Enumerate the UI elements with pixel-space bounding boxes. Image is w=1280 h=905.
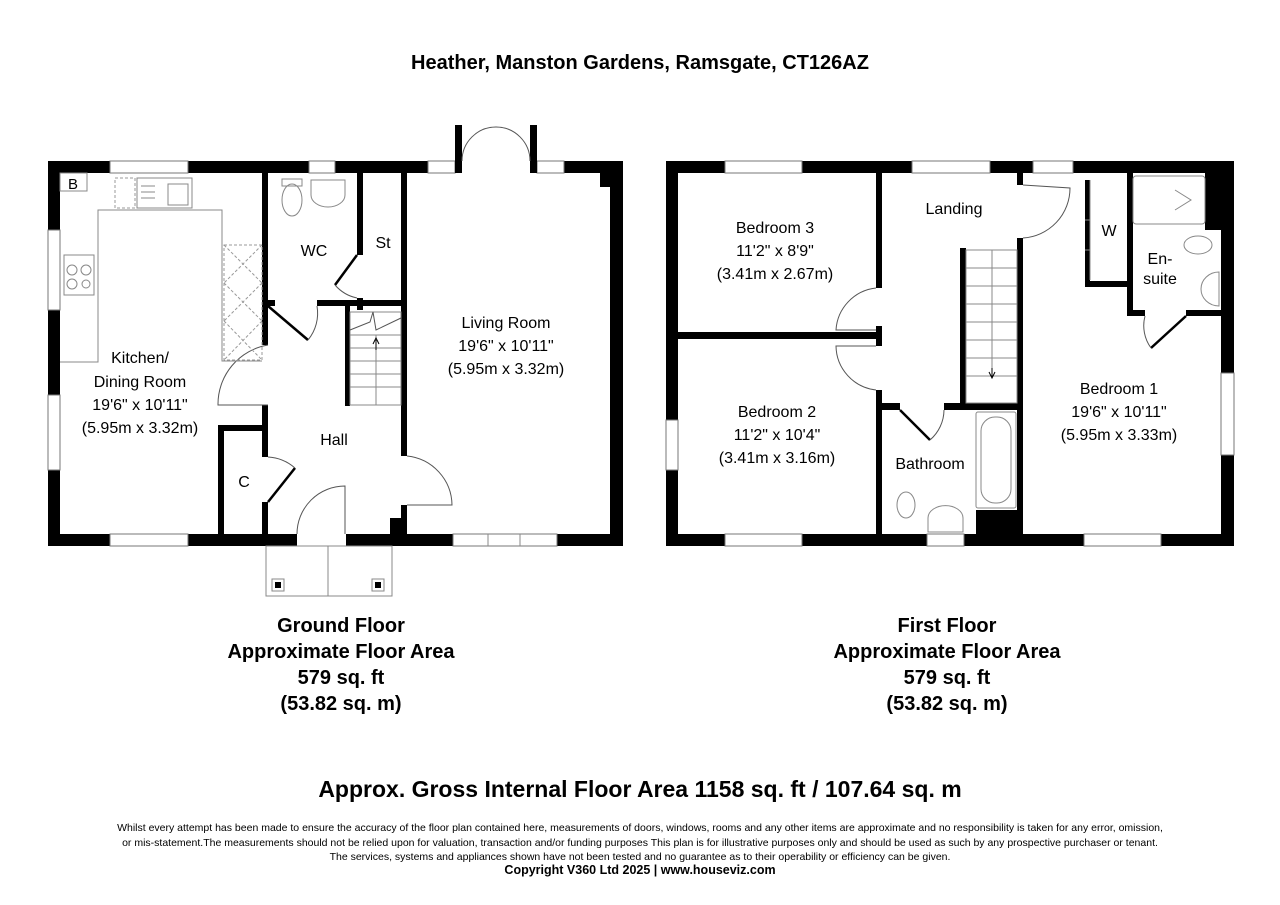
- floor-area-label: Approximate Floor Area: [833, 641, 1061, 663]
- cupboard-wall: [218, 425, 268, 431]
- wall-jamb: [455, 125, 462, 173]
- living-dimensions-metric: (5.95m x 3.32m): [447, 361, 565, 378]
- kitchen-dimensions-metric: (5.95m x 3.32m): [81, 420, 199, 437]
- copyright: Copyright V360 Ltd 2025 | www.houseviz.com: [504, 863, 776, 877]
- window: [309, 161, 335, 173]
- bathroom-door-leaf: [900, 410, 930, 440]
- store-label: St: [375, 235, 391, 252]
- toilet-icon: [282, 184, 302, 216]
- outer-wall-left: [666, 161, 678, 546]
- sink-icon: [137, 178, 192, 208]
- window: [453, 534, 557, 546]
- bathroom-label: Bathroom: [895, 456, 965, 473]
- staircase: [966, 250, 1017, 403]
- bathroom-boxing: [976, 510, 1017, 534]
- hob-icon: [64, 255, 94, 295]
- bathroom-wall: [944, 403, 1023, 410]
- ensuite-label: suite: [1143, 271, 1177, 288]
- basin-icon: [311, 180, 345, 207]
- basin-icon: [928, 506, 963, 532]
- floor-area-sqft: 579 sq. ft: [903, 667, 991, 689]
- bedroom1-door: [1023, 185, 1070, 238]
- bedroom2-dimensions-metric: (3.41m x 3.16m): [718, 450, 836, 467]
- bathroom-wall: [882, 403, 900, 410]
- kitchen-wc-wall: [262, 173, 268, 345]
- disclaimer-line: The services, systems and appliances shown have not been tested and no guarantee as to their operability or efficiency can be given.: [329, 851, 951, 863]
- kitchen-dimensions-imperial: 19'6" x 10'11": [92, 397, 188, 414]
- bedroom3-dimensions-metric: (3.41m x 2.67m): [716, 266, 834, 283]
- living-label: Living Room: [461, 315, 551, 332]
- toilet-icon: [897, 492, 915, 518]
- cupboard-label: C: [238, 474, 250, 491]
- front-door-opening: [297, 534, 346, 546]
- wardrobe-wall: [1085, 281, 1131, 287]
- bedroom1-wall: [1017, 238, 1023, 534]
- kitchen-units: [60, 178, 262, 362]
- wardrobe-label: W: [1101, 223, 1117, 240]
- stair-wall: [960, 248, 966, 403]
- window: [537, 161, 564, 173]
- bedroom2-label: Bedroom 2: [737, 404, 817, 421]
- outer-wall-left: [48, 161, 60, 546]
- kitchen-door: [218, 345, 268, 405]
- bedroom-divider: [678, 332, 882, 339]
- living-wall: [390, 518, 401, 534]
- window: [110, 161, 188, 173]
- hall-label: Hall: [320, 432, 348, 449]
- floor-area-sqm: (53.82 sq. m): [886, 693, 1008, 715]
- toilet-icon: [1184, 236, 1212, 254]
- staircase: [350, 312, 401, 405]
- ensuite-wall-block: [1205, 173, 1221, 230]
- bedroom1-dimensions-imperial: 19'6" x 10'11": [1071, 404, 1167, 421]
- ensuite-wall: [1127, 173, 1133, 316]
- basin-icon: [1201, 272, 1219, 306]
- bedroom2-dimensions-imperial: 11'2" x 10'4": [733, 427, 821, 444]
- bedroom3-label: Bedroom 3: [735, 220, 815, 237]
- window: [1033, 161, 1073, 173]
- wc-wall: [262, 300, 275, 306]
- floor-area-sqft: 579 sq. ft: [297, 667, 385, 689]
- bedroom1-label: Bedroom 1: [1079, 381, 1159, 398]
- bedroom3-dimensions-imperial: 11'2" x 8'9": [736, 243, 814, 260]
- window: [48, 395, 60, 470]
- store-door-leaf: [335, 255, 357, 285]
- living-wall: [401, 173, 407, 456]
- outer-wall-right: [610, 161, 623, 546]
- window: [725, 534, 802, 546]
- french-door-opening: [462, 161, 532, 173]
- porch: [266, 546, 392, 596]
- stair-wall: [345, 306, 350, 406]
- property-title: Heather, Manston Gardens, Ramsgate, CT126AZ: [411, 52, 869, 74]
- window: [48, 230, 60, 310]
- floor-area-sqm: (53.82 sq. m): [280, 693, 402, 715]
- floor-area-label: Approximate Floor Area: [227, 641, 455, 663]
- bedroom1-dimensions-metric: (5.95m x 3.33m): [1060, 427, 1178, 444]
- ensuite-wall: [1186, 310, 1221, 316]
- hall-wall: [262, 502, 268, 534]
- window: [1084, 534, 1161, 546]
- kitchen-label: Kitchen/: [111, 350, 169, 367]
- boiler-label: B: [67, 176, 79, 193]
- wc-label: WC: [300, 243, 328, 260]
- ensuite-wall: [1127, 310, 1145, 316]
- living-wall: [401, 505, 407, 534]
- window: [927, 534, 964, 546]
- first-floor-plan: [666, 161, 1234, 546]
- floor-name: Ground Floor: [277, 615, 405, 637]
- disclaimer-line: or mis-statement.The measurements should not be relied upon for valuation, transaction and/or funding purposes This plan is for illustrative purposes only and should be used as such by any prospective purchaser or tenant.: [122, 837, 1158, 849]
- living-dimensions-imperial: 19'6" x 10'11": [458, 338, 554, 355]
- cupboard-wall: [218, 425, 224, 534]
- gross-internal-area: Approx. Gross Internal Floor Area 1158 sq. ft / 107.64 sq. m: [318, 776, 962, 802]
- bedroom2-door: [836, 346, 876, 390]
- first-floor-caption: [747, 613, 1147, 717]
- window: [1221, 373, 1234, 455]
- wc-wall: [317, 300, 407, 306]
- front-door: [297, 486, 345, 534]
- bedroom3-door: [836, 288, 876, 330]
- window: [110, 534, 188, 546]
- wall-corner: [600, 173, 610, 187]
- disclaimer-line: Whilst every attempt has been made to ensure the accuracy of the floor plan contained here, measurements of doors, windows, rooms and any other items are approximate and no responsibility is taken for any error, omission,: [117, 822, 1163, 834]
- ensuite-door-leaf: [1151, 316, 1186, 348]
- wardrobe-wall: [1085, 180, 1090, 287]
- ground-floor-caption: [141, 613, 541, 717]
- kitchen-label: Dining Room: [93, 374, 187, 391]
- window: [912, 161, 990, 173]
- landing-label: Landing: [925, 201, 983, 218]
- cupboard-door-leaf: [268, 468, 295, 502]
- bedroom3-wall: [876, 173, 882, 288]
- window: [725, 161, 802, 173]
- living-door: [407, 456, 452, 505]
- floor-name: First Floor: [897, 615, 997, 637]
- wc-door-leaf: [268, 306, 308, 340]
- wall-jamb: [530, 125, 537, 173]
- wc-store-wall: [357, 173, 363, 255]
- shower-icon: [1133, 176, 1205, 224]
- window: [666, 420, 678, 470]
- ensuite-label: En-: [1147, 251, 1173, 268]
- outer-wall-right: [1221, 161, 1234, 546]
- bedroom2-wall: [876, 390, 882, 534]
- french-doors: [462, 127, 530, 161]
- ground-floor-plan: [48, 125, 623, 596]
- window: [428, 161, 455, 173]
